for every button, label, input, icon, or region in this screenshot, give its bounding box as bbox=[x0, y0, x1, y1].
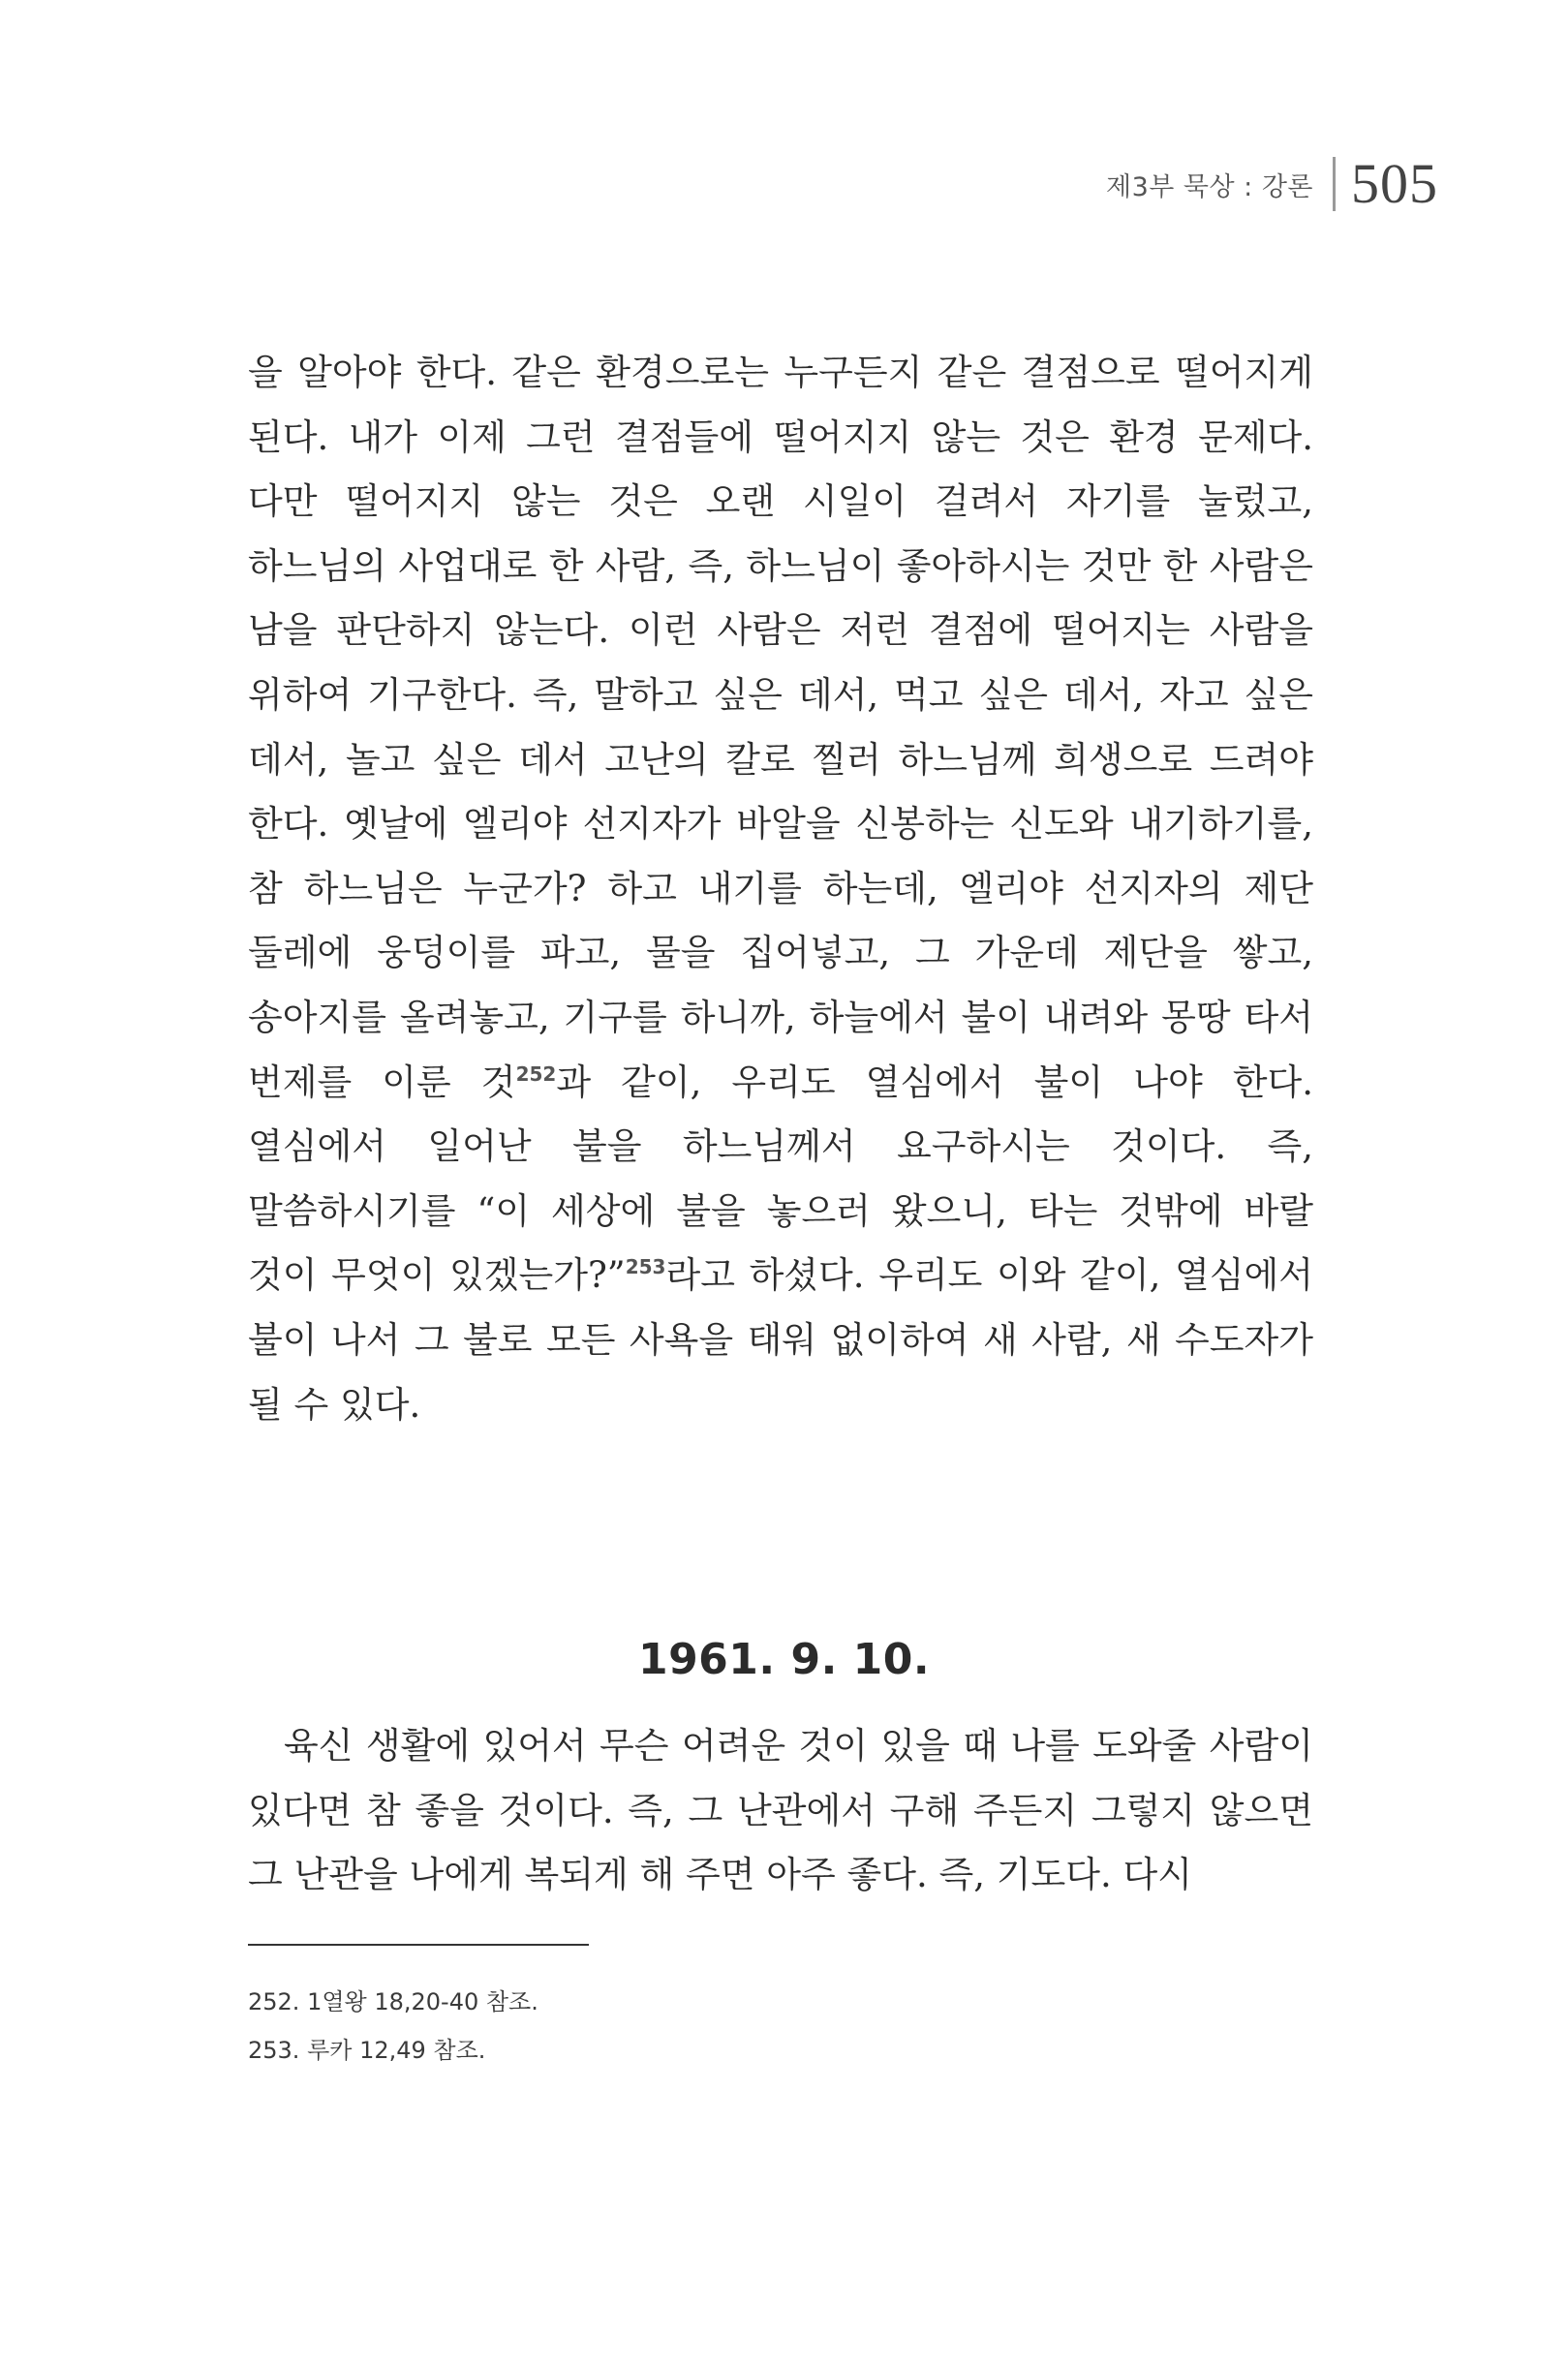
body-paragraph: 육신 생활에 있어서 무슨 어려운 것이 있을 때 나를 도와줄 사람이 있다면 참 좋을 것이다. 즉, 그 난관에서 구해 주든지 그렇지 않으면 그 난관을 나에게 복되게 해 주면 아주 좋다. 즉, 기도다. 다시 bbox=[248, 1725, 1313, 1896]
running-head bbox=[1105, 152, 1438, 215]
section-title: 제3부 묵상 : 강론 bbox=[1105, 171, 1313, 202]
footnote-divider bbox=[248, 1944, 589, 1946]
body-paragraph bbox=[248, 341, 1313, 1437]
footnote-253: 253. 루카 12,49 참조. bbox=[248, 2037, 486, 2064]
footnote-252: 252. 1열왕 18,20-40 참조. bbox=[248, 1988, 538, 2015]
main-text-block bbox=[248, 341, 1313, 1437]
page-number: 505 bbox=[1351, 152, 1438, 215]
paragraph-text-part: 라고 하셨다. 우리도 이와 같이, 열심에서 불이 나서 그 불로 모든 사욕을 태워 없이하여 새 사람, 새 수도자가 될 수 있다. bbox=[248, 1254, 1314, 1426]
date-heading: 1961. 9. 10. bbox=[637, 1635, 931, 1684]
footnote-ref-252: 252 bbox=[515, 1061, 557, 1086]
footnotes bbox=[248, 1978, 1120, 2075]
footnote-ref-253: 253 bbox=[625, 1255, 666, 1279]
second-text-block bbox=[248, 1714, 1313, 1908]
header-divider bbox=[1333, 157, 1336, 211]
paragraph-text-part: 과 같이, 우리도 열심에서 불이 나야 한다. 열심에서 일어난 불을 하느님께서 요구하시는 것이다. 즉, 말씀하시기를 “이 세상에 불을 놓으러 왔으니, 타는 것밖에 바랄 것이 무엇이 있겠는가?” bbox=[248, 1061, 1313, 1297]
paragraph-text-part: 을 알아야 한다. 같은 환경으로는 누구든지 같은 결점으로 떨어지게 된다. 내가 이제 그런 결점들에 떨어지지 않는 것은 환경 문제다. 다만 떨어지지 않는 것은 오랜 시일이 걸려서 자기를 눌렀고, 하느님의 사업대로 한 사람, 즉, 하느님이 좋아하시는 것만 한 사람은 남을 판단하지 않는다. 이런 사람은 저런 결점에 떨어지는 사람을 위하여 기구한다. 즉, 말하고 싶은 데서, 먹고 싶은 데서, 자고 싶은 데서, 놀고 싶은 데서 고난의 칼로 찔러 하느님께 희생으로 드려야 한다. 옛날에 엘리야 선지자가 바알을 신봉하는 신도와 내기하기를, 참 하느님은 누군가? 하고 내기를 하는데, 엘리야 선지자의 제단 둘레에 웅덩이를 파고, 물을 집어넣고, 그 가운데 제단을 쌓고, 송아지를 올려놓고, 기구를 하니까, 하늘에서 불이 내려와 몽땅 타서 번제를 이룬 것 bbox=[248, 352, 1313, 1103]
